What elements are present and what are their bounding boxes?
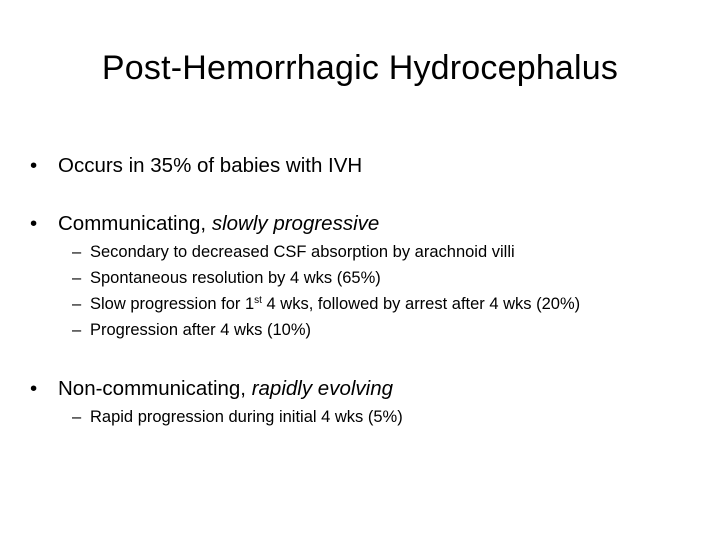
bullet-dot-icon: • — [30, 154, 38, 177]
dash-icon: – — [72, 408, 82, 426]
slide-title: Post-Hemorrhagic Hydrocephalus — [101, 49, 619, 87]
dash-icon: – — [72, 295, 82, 313]
sub-item-text: Rapid progression during initial 4 wks (5%) — [90, 408, 403, 426]
dash-icon: – — [72, 269, 82, 287]
bullet-item — [30, 210, 379, 238]
sub-item — [72, 240, 515, 264]
sub-item — [72, 318, 311, 342]
sub-item — [72, 266, 381, 290]
bullet-text: Communicating, — [58, 212, 212, 235]
sub-item-text-post: 4 wks, followed by arrest after 4 wks (20%) — [261, 295, 581, 313]
dash-icon: – — [72, 243, 82, 261]
sub-item — [72, 405, 403, 429]
bullet-item — [30, 375, 393, 403]
bullet-italic-text: rapidly evolving — [251, 377, 394, 400]
sub-item-superscript: st — [254, 295, 262, 306]
bullet-dot-icon: • — [30, 377, 38, 400]
dash-icon: – — [72, 321, 82, 339]
sub-item-text: Spontaneous resolution by 4 wks (65%) — [90, 269, 381, 287]
sub-item — [72, 292, 580, 316]
bullet-text: Non-communicating, — [58, 377, 252, 400]
bullet-text: Occurs in 35% of babies with IVH — [58, 154, 363, 177]
sub-item-text: Progression after 4 wks (10%) — [90, 321, 312, 339]
bullet-italic-text: slowly progressive — [211, 212, 380, 235]
sub-item-text: Secondary to decreased CSF absorption by arachnoid villi — [90, 243, 515, 261]
bullet-dot-icon: • — [30, 212, 38, 235]
sub-item-text-pre: Slow progression for 1 — [90, 295, 255, 313]
bullet-item — [30, 152, 362, 180]
